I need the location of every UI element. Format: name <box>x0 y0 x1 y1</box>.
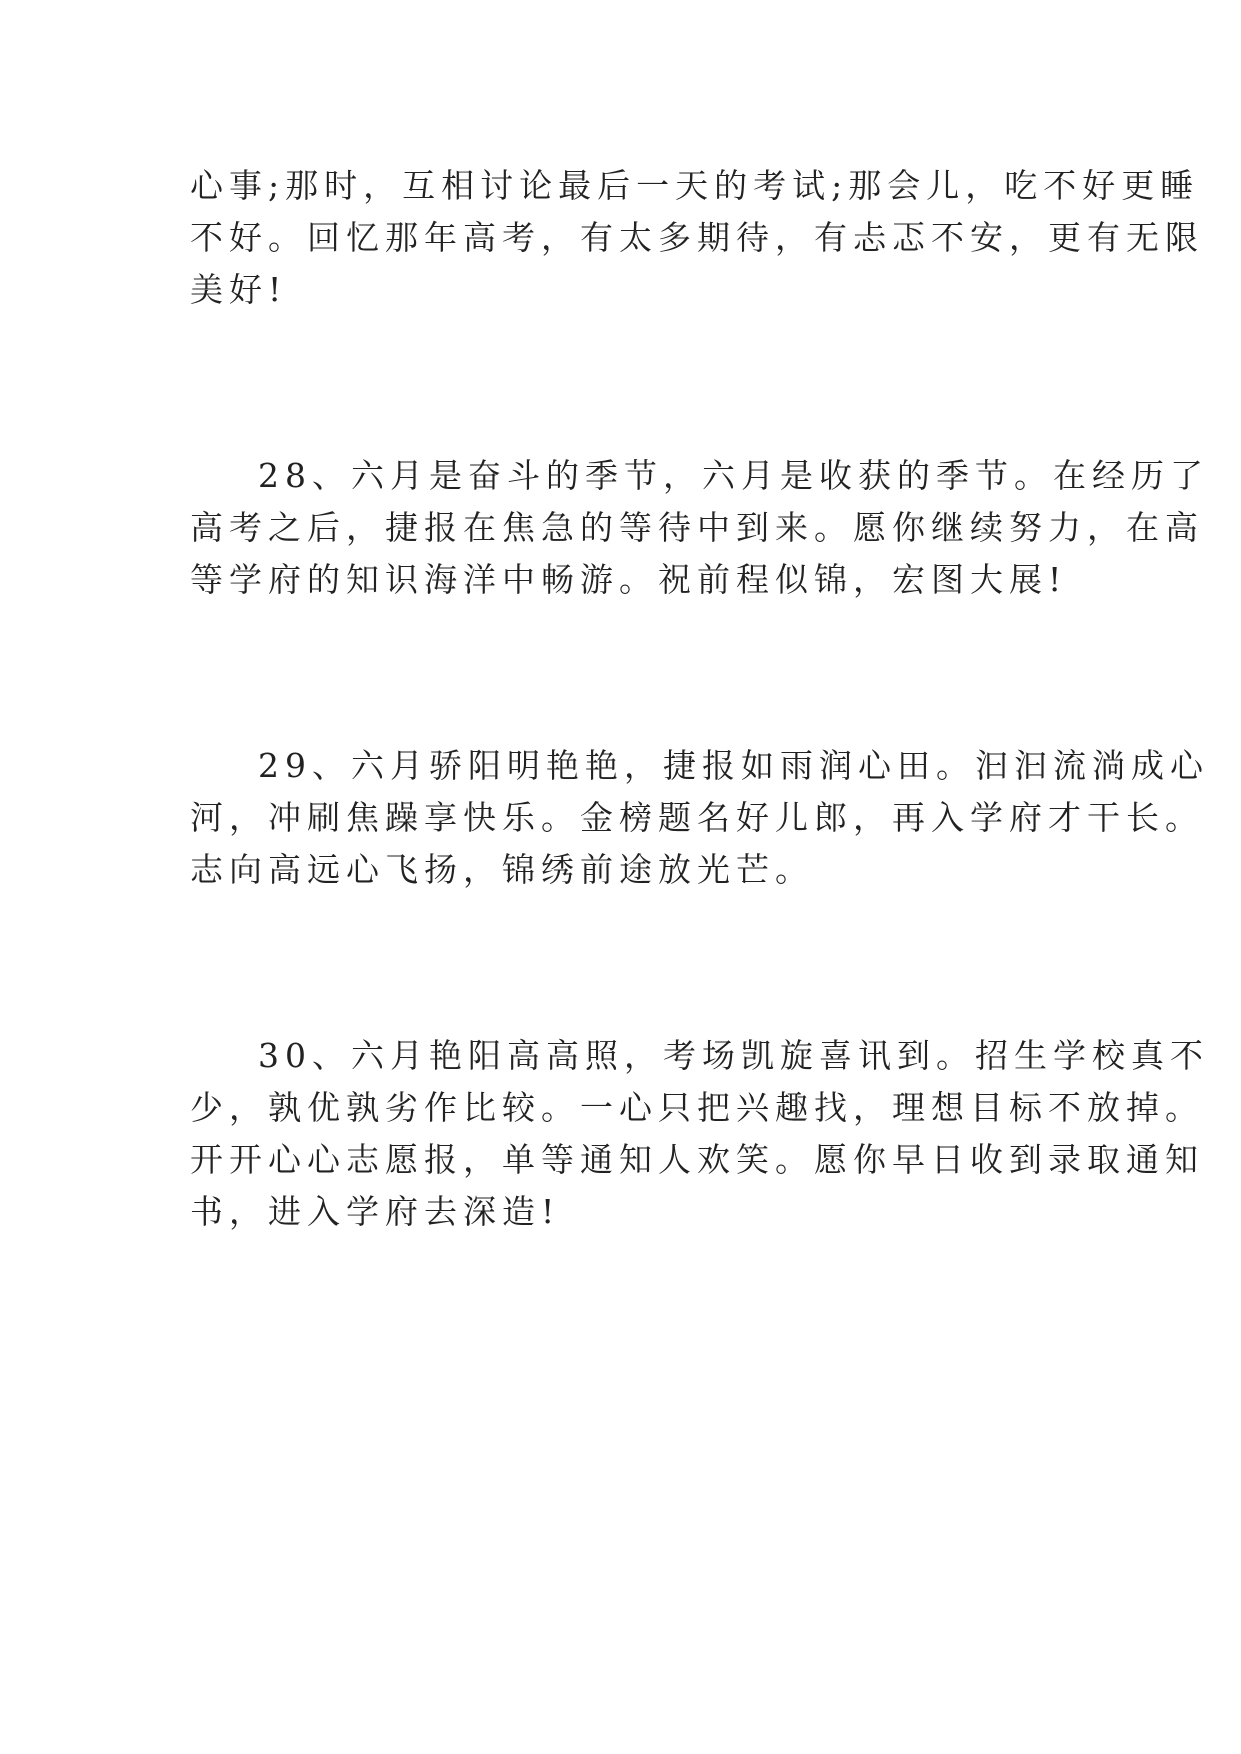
text-line: 志向高远心飞扬，锦绣前途放光芒。 <box>190 850 814 889</box>
text-line: 心事;那时，互相讨论最后一天的考试;那会儿，吃不好更睡 <box>190 166 1200 205</box>
text-line: 书，进入学府去深造! <box>190 1192 561 1231</box>
paragraph-30 <box>190 1030 1209 1238</box>
text-line: 开开心心志愿报，单等通知人欢笑。愿你早日收到录取通知 <box>190 1140 1204 1179</box>
text-line: 等学府的知识海洋中畅游。祝前程似锦，宏图大展! <box>190 560 1068 599</box>
paragraph-28 <box>190 450 1209 606</box>
text-line: 不好。回忆那年高考，有太多期待，有忐忑不安，更有无限 <box>190 218 1204 257</box>
text-line: 美好! <box>190 270 288 309</box>
text-line: 29、六月骄阳明艳艳，捷报如雨润心田。汩汩流淌成心 <box>258 746 1209 785</box>
text-line: 少，孰优孰劣作比较。一心只把兴趣找，理想目标不放掉。 <box>190 1088 1204 1127</box>
text-line: 28、六月是奋斗的季节，六月是收获的季节。在经历了 <box>258 456 1209 495</box>
paragraph-continued <box>190 160 1204 316</box>
paragraph-29 <box>190 740 1209 896</box>
text-line: 高考之后，捷报在焦急的等待中到来。愿你继续努力，在高 <box>190 508 1204 547</box>
text-line: 河，冲刷焦躁享快乐。金榜题名好儿郎，再入学府才干长。 <box>190 798 1204 837</box>
text-line: 30、六月艳阳高高照，考场凯旋喜讯到。招生学校真不 <box>258 1036 1209 1075</box>
